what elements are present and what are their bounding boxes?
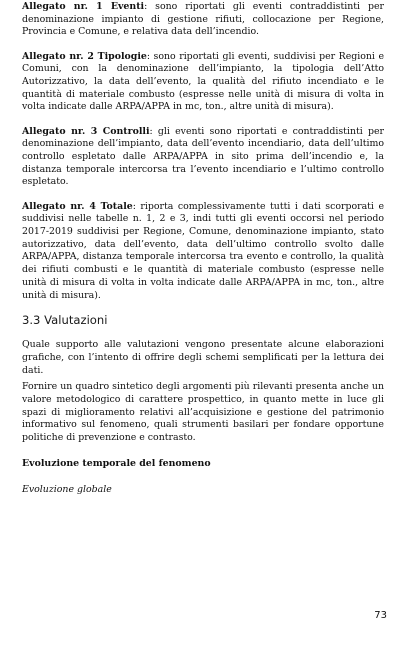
allegato-3-paragraph	[22, 126, 384, 190]
allegato-1-lead: Allegato nr. 1 Eventi	[22, 1, 145, 12]
allegato-2-text: : sono riportati gli eventi, suddivisi per Regioni e Comuni, con la denominazione dell’impianto, la tipologia dell’Atto Autorizzativo, la data dell’evento, la qualità del rifiuto incendiato e le quantità di materiale combusto (espresse nelle unità di misura di volta in volta indicate dalle ARPA/APPA in mc, ton., altre unità di misura).	[22, 50, 384, 113]
allegato-1-text: : sono riportati gli eventi contraddistinti per denominazione impianto di gestione rifiuti, collocazione per Regione, Provincia e Comune, e relativa data dell’incendio.	[22, 1, 384, 38]
page-content	[22, 1, 384, 496]
section-heading: 3.3 Valutazioni	[22, 313, 108, 328]
valutazioni-paragraph-1: Quale supporto alle valutazioni vengono presentate alcune elaborazioni grafiche, con l’intento di offrire degli schemi semplificati per la lettura dei dati.	[22, 339, 384, 376]
allegato-3-lead: Allegato nr. 3 Controlli	[22, 125, 150, 137]
subheading: Evoluzione temporale del fenomeno	[22, 457, 211, 469]
allegato-1-paragraph	[22, 1, 384, 39]
page-number: 73	[374, 610, 387, 621]
allegato-3-text: : gli eventi sono riportati e contraddistinti per denominazione dell’impianto, data dell’evento incendiario, data dell’ultimo controllo espletato dalle ARPA/APPA in sito prima dell’incendio e, la distanza temporale intercorsa tra l’evento incendiario e l’ultimo controllo espletato.	[22, 125, 385, 188]
allegato-2-paragraph	[22, 51, 384, 115]
valutazioni-paragraph-2: Fornire un quadro sintetico degli argomenti più rilevanti presenta anche un valore metodologico di carattere prospettico, in quanto mette in luce gli spazi di miglioramento relativi all’acquisizione e gestione del patrimonio informativo sul fenomeno, quali strumenti basilari per fondare opportune politiche di prevenzione e contrasto.	[22, 381, 384, 444]
allegato-4-paragraph	[22, 201, 384, 303]
subsubheading: Evoluzione globale	[22, 483, 112, 495]
allegato-4-lead: Allegato nr. 4 Totale	[22, 200, 133, 212]
allegato-4-text: : riporta complessivamente tutti i dati scorporati e suddivisi nelle tabelle n. 1, 2 e 3, indi tutti gli eventi occorsi nel periodo 2017-2019 suddivisi per Regione, Comune, denominazione impianto, stato autorizzativo, data dell’evento, data dell’ultimo controllo svolto dalle ARPA/APPA, distanza temporale intercorsa tra evento e controllo, la qualità dei rifiuti combusti e le quantità di materiale combusto (espresse nelle unità di misura di volta in volta indicate dalle ARPA/APPA in mc, ton., altre unità di misura).	[22, 200, 384, 301]
allegato-2-lead: Allegato nr. 2 Tipologie	[22, 50, 147, 62]
